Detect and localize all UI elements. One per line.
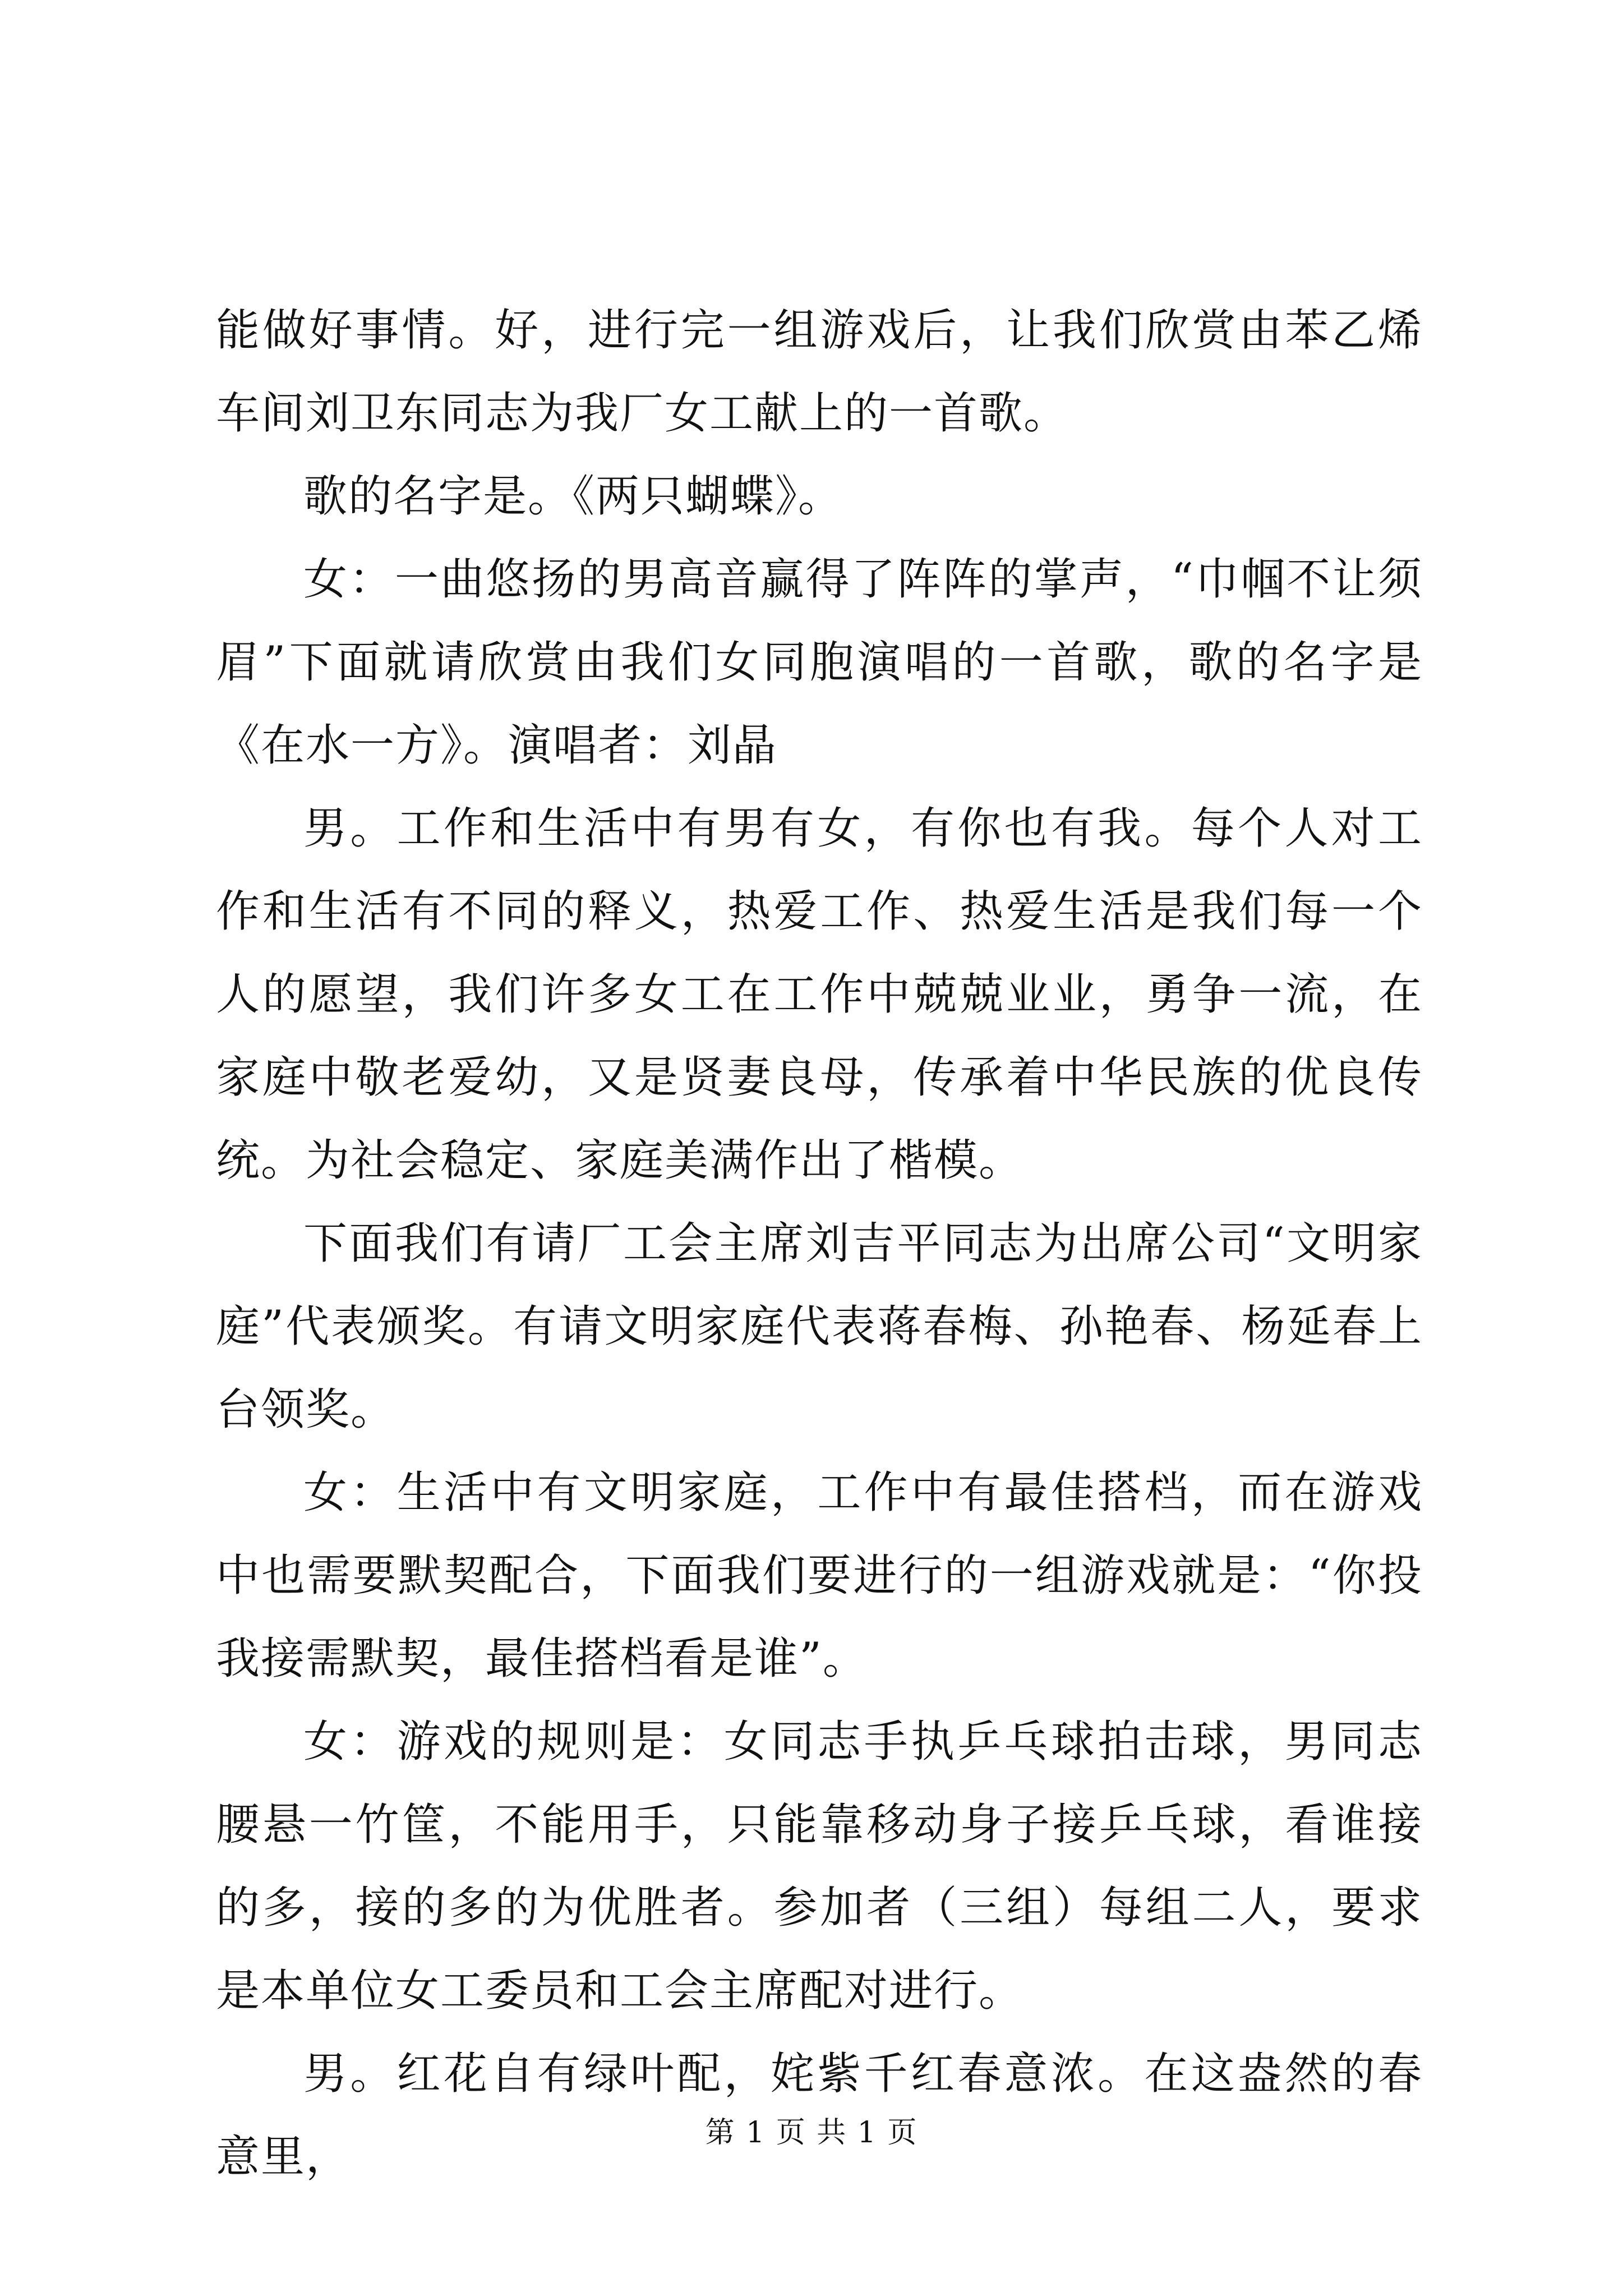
paragraph-5: 下面我们有请厂工会主席刘吉平同志为出席公司“文明家庭”代表颁奖。有请文明家庭代表蒋春梅、孙艳春、杨延春上台领奖。 [216, 1218, 1423, 1435]
paragraph-2: 歌的名字是。《两只蝴蝶》。 [303, 471, 843, 522]
paragraph-7: 女：游戏的规则是：女同志手执乒乓球拍击球，男同志腰悬一竹筐，不能用手，只能靠移动身子接乒乓球，看谁接的多，接的多的为优胜者。参加者（三组）每组二人，要求是本单位女工委员和工会主席配对进行。 [216, 1717, 1423, 2016]
paragraph-1: 能做好事情。好，进行完一组游戏后，让我们欣赏由苯乙烯车间刘卫东同志为我厂女工献上的一首歌。 [216, 305, 1423, 439]
paragraph-6: 女：生活中有文明家庭，工作中有最佳搭档，而在游戏中也需要默契配合，下面我们要进行的一组游戏就是：“你投我接需默契，最佳搭档看是谁”。 [216, 1467, 1423, 1684]
paragraph-3: 女：一曲悠扬的男高音赢得了阵阵的掌声，“巾帼不让须眉”下面就请欣赏由我们女同胞演唱的一首歌，歌的名字是《在水一方》。演唱者：刘晶 [216, 554, 1423, 771]
paragraph-8: 男。红花自有绿叶配，姹紫千红春意浓。在这盎然的春意里， [216, 2049, 1423, 2182]
paragraph-4: 男。工作和生活中有男有女，有你也有我。每个人对工作和生活有不同的释义，热爱工作、热爱生活是我们每一个人的愿望，我们许多女工在工作中兢兢业业，勇争一流，在家庭中敬老爱幼，又是贤妻良母，传承着中华民族的优良传统。为社会稳定、家庭美满作出了楷模。 [216, 803, 1423, 1186]
page-number-footer: 第 1 页 共 1 页 [705, 2116, 918, 2150]
document-body [216, 289, 1423, 2198]
